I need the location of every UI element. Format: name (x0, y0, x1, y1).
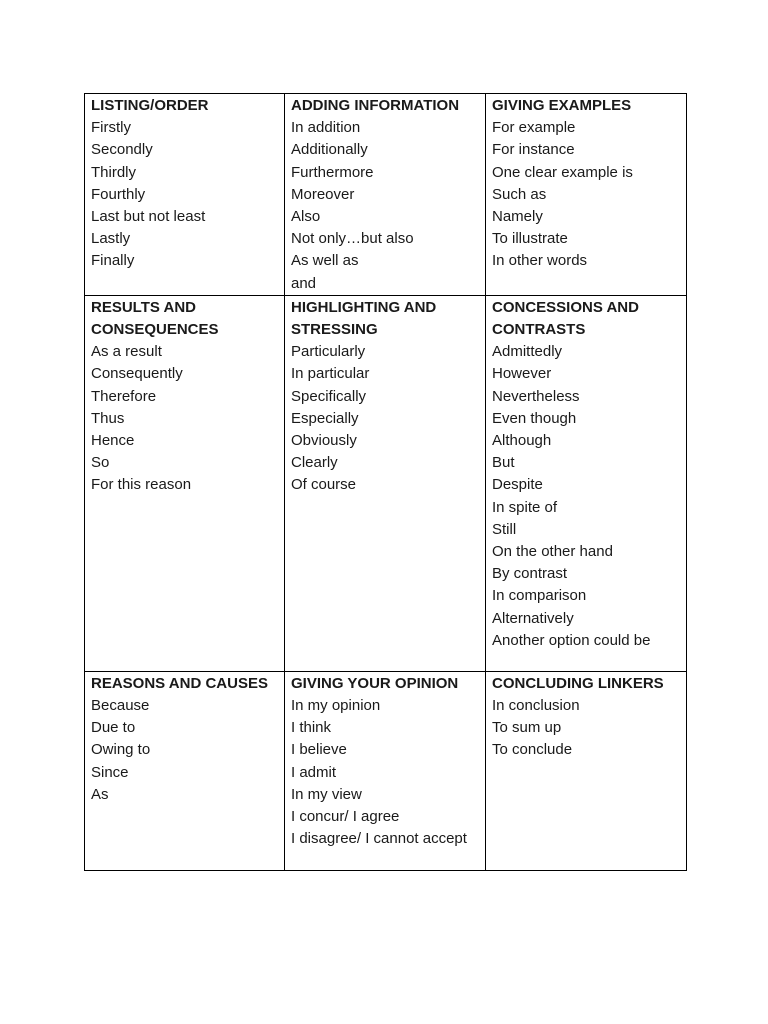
linker-item: Due to (91, 719, 136, 737)
linker-item: Clearly (291, 454, 338, 472)
linker-item: Lastly (91, 230, 131, 248)
linker-item: Alternatively (492, 609, 574, 627)
category-title: GIVING YOUR OPINION (291, 674, 459, 692)
linker-item: In conclusion (492, 697, 580, 715)
linker-item: Another option could be (492, 631, 651, 649)
table-row (85, 295, 687, 671)
linker-item: Still (492, 520, 517, 538)
linker-item: Despite (492, 476, 543, 494)
linker-item: Last but not least (91, 208, 206, 226)
linker-list (91, 341, 278, 496)
linker-item: Thirdly (91, 163, 137, 181)
linker-item: Fourthly (91, 185, 146, 203)
linker-list (492, 117, 680, 272)
linker-list (91, 117, 278, 272)
linker-item: Even though (492, 409, 577, 427)
linker-item: In spite of (492, 498, 558, 516)
category-cell (486, 94, 687, 296)
linker-item: Especially (291, 409, 359, 427)
linker-list (91, 695, 278, 806)
linker-item: As a result (91, 343, 162, 361)
linker-item: By contrast (492, 565, 568, 583)
linker-item: In my view (291, 785, 362, 803)
linker-item: Namely (492, 208, 543, 226)
linker-list (492, 695, 680, 762)
linker-item: In particular (291, 365, 370, 383)
linker-item: Of course (291, 476, 357, 494)
linker-list (291, 341, 479, 496)
linker-item: Specifically (291, 387, 367, 405)
linker-item: Consequently (91, 365, 183, 383)
category-title: GIVING EXAMPLES (492, 97, 632, 114)
category-cell (486, 295, 687, 671)
linker-item: Obviously (291, 432, 357, 450)
linker-list (291, 117, 479, 295)
linker-item: Since (91, 763, 129, 781)
category-cell (85, 671, 285, 870)
linker-item: In comparison (492, 587, 587, 605)
linker-item: Additionally (291, 141, 368, 159)
category-title: LISTING/ORDER (91, 97, 209, 114)
linker-item: Firstly (91, 119, 131, 137)
linker-item: I believe (291, 741, 347, 759)
category-title: CONCLUDING LINKERS (492, 674, 664, 692)
category-title: RESULTS AND CONSEQUENCES (91, 298, 219, 339)
category-cell (285, 295, 486, 671)
linker-item: For example (492, 119, 576, 137)
table-row (85, 94, 687, 296)
linker-item: Although (492, 432, 552, 450)
linker-item: To conclude (492, 741, 573, 759)
linker-item: Furthermore (291, 163, 374, 181)
category-cell (85, 94, 285, 296)
linker-item: Admittedly (492, 343, 563, 361)
linker-item: Moreover (291, 185, 355, 203)
linker-item: In addition (291, 119, 361, 137)
linker-list (492, 341, 680, 652)
linker-item: But (492, 454, 515, 472)
linker-item: I think (291, 719, 332, 737)
linker-item: On the other hand (492, 543, 613, 561)
linker-item: Therefore (91, 387, 157, 405)
linker-item: For this reason (91, 476, 192, 494)
category-title: CONCESSIONS AND CONTRASTS (492, 298, 639, 339)
linker-item: Also (291, 208, 321, 226)
category-title: REASONS AND CAUSES (91, 674, 268, 692)
linker-item: Nevertheless (492, 387, 580, 405)
linker-item: Such as (492, 185, 547, 203)
category-title: HIGHLIGHTING AND STRESSING (291, 298, 437, 339)
linker-item: and (291, 274, 317, 292)
linker-item: To illustrate (492, 230, 568, 248)
linker-item: As (91, 785, 109, 803)
linker-item: In my opinion (291, 697, 381, 715)
linker-item: Finally (91, 252, 135, 270)
linker-item: Owing to (91, 741, 151, 759)
category-cell (285, 94, 486, 296)
category-title: ADDING INFORMATION (291, 97, 460, 114)
linker-list (291, 695, 479, 850)
linker-item: However (492, 365, 552, 383)
category-cell (285, 671, 486, 870)
linker-item: Thus (91, 409, 125, 427)
linker-item: Particularly (291, 343, 366, 361)
table-row (85, 671, 687, 870)
linker-item: Hence (91, 432, 135, 450)
linker-item: To sum up (492, 719, 562, 737)
linker-item: I admit (291, 763, 337, 781)
linker-item: I disagree/ I cannot accept (291, 830, 467, 848)
linker-item: One clear example is (492, 163, 633, 181)
linker-item: I concur/ I agree (291, 808, 400, 826)
linker-item: So (91, 454, 110, 472)
linkers-table (84, 93, 687, 871)
linker-item: For instance (492, 141, 575, 159)
category-cell (85, 295, 285, 671)
linker-item: In other words (492, 252, 588, 270)
linker-item: Secondly (91, 141, 153, 159)
linker-item: Not only…but also (291, 230, 414, 248)
linker-item: As well as (291, 252, 359, 270)
linker-item: Because (91, 697, 150, 715)
category-cell (486, 671, 687, 870)
